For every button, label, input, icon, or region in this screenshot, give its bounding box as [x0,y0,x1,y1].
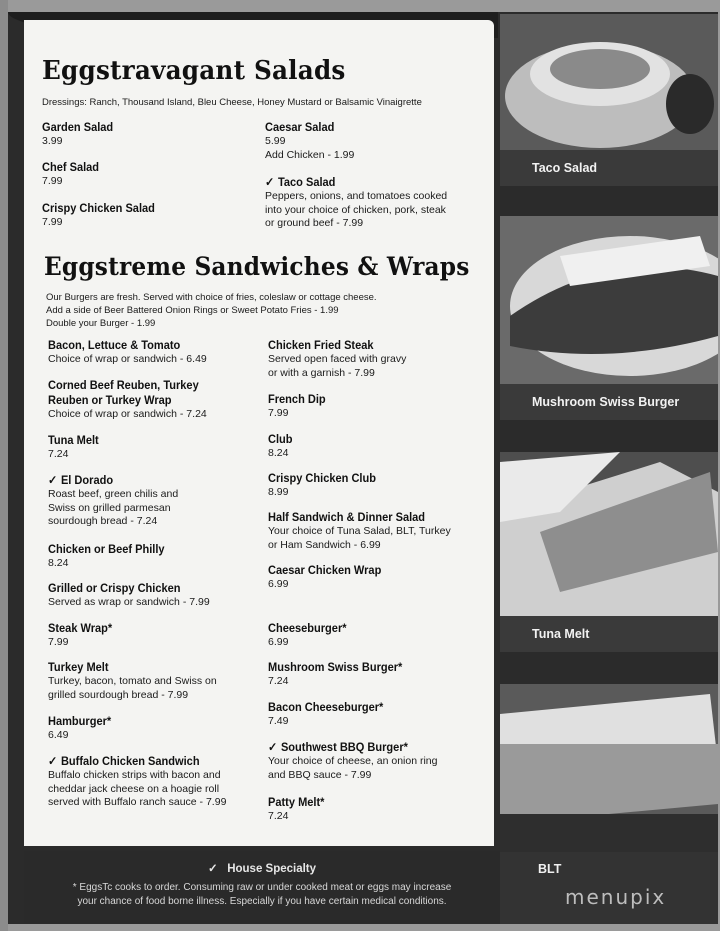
menu-item [268,432,295,461]
item-desc-line: served with Buffalo ranch sauce - 7.99 [48,796,227,808]
house-specialty-check-icon: ✓ [268,740,278,754]
item-desc-line: 7.99 [48,636,69,648]
item-desc-line: or Ham Sandwich - 6.99 [268,538,381,551]
menu-item [48,338,207,367]
menu-item [268,563,391,592]
item-name: Caesar Salad [265,120,335,134]
item-desc-line: Buffalo chicken strips with bacon and [48,769,221,781]
menu-item [268,338,406,380]
item-desc-line: or ground beef - 7.99 [265,217,364,229]
item-desc-line: 7.24 [268,675,289,687]
menu-item-caesar-salad [265,120,354,162]
watermark: menupix [565,885,667,909]
item-desc-line: Your choice of cheese, an onion ring [268,755,438,767]
caption-blt: BLT [538,862,562,876]
menu-item-chef-salad [42,160,104,189]
menu-item [48,714,117,743]
item-name: Chicken or Beef Philly [48,542,165,556]
house-specialty-legend: ✓ House Specialty [207,863,317,875]
item-desc-line: and BBQ sauce - 7.99 [268,768,372,781]
menu-item [48,378,212,422]
item-desc-line: or with a garnish - 7.99 [268,366,375,379]
item-desc-line: Served as wrap or sandwich - 7.99 [48,596,210,608]
menu-item [268,795,329,824]
item-desc-line: Choice of wrap or sandwich - 6.49 [48,353,207,365]
item-price: 3.99 [42,135,63,147]
menu-item [48,754,226,810]
menu-item [48,473,178,529]
photo-mushroom-swiss-burger [500,216,718,384]
blt-image [500,684,718,852]
item-price: 7.99 [42,216,63,228]
item-name: Crispy Chicken Club [268,471,376,485]
item-name: Turkey Melt [48,660,109,674]
check-icon: ✓ [207,863,218,875]
item-name: Taco Salad [277,175,336,189]
item-name-line-2: Reuben or Turkey Wrap [48,393,172,407]
salads-title: Eggstravagant Salads [42,56,346,86]
house-specialty-check-icon: ✓ [48,754,58,768]
item-desc-line: cheddar jack cheese on a hoagie roll [48,782,220,795]
item-desc-line: grilled sourdough bread - 7.99 [48,688,189,701]
item-name: Garden Salad [42,120,114,134]
caption-tuna-melt: Tuna Melt [500,616,718,652]
caption-mushroom-swiss-burger: Mushroom Swiss Burger [500,384,718,420]
item-desc-line: 8.24 [268,447,289,459]
menu-item-taco-salad [265,175,447,231]
menu-item [268,471,385,500]
item-desc-line: into your choice of chicken, pork, steak [265,203,446,216]
item-desc-line: 7.24 [48,448,69,460]
menu-item-crispy-chicken-salad [42,201,165,230]
tuna-melt-image [500,452,718,616]
double-note: Double your Burger - 1.99 [46,318,156,329]
item-price: 5.99 [265,135,286,147]
menu-item [48,433,103,462]
item-name: Patty Melt* [268,795,325,809]
burger-image [500,216,718,384]
item-price: 7.99 [42,175,63,187]
house-specialty-check-icon: ✓ [265,175,275,189]
item-name: Bacon Cheeseburger* [268,700,384,714]
menu-item [268,621,353,650]
item-desc-line: Turkey, bacon, tomato and Swiss on [48,675,217,687]
side-note: Add a side of Beer Battered Onion Rings or Sweet Potato Fries - 1.99 [46,305,339,316]
item-desc-line: 6.49 [48,729,69,741]
item-desc-line: sourdough bread - 7.24 [48,515,158,527]
menu-item-garden-salad [42,120,119,149]
item-name: Corned Beef Reuben, Turkey [48,378,199,392]
item-desc-line: 8.24 [48,557,69,569]
item-desc-line: Roast beef, green chilis and [48,488,179,500]
burger-note: Our Burgers are fresh. Served with choice of fries, coleslaw or cottage cheese. [46,292,377,303]
item-name: Caesar Chicken Wrap [268,563,382,577]
item-name: Steak Wrap* [48,621,113,635]
sandwiches-title: Eggstreme Sandwiches & Wraps [44,252,470,281]
photo-taco-salad [500,14,718,150]
item-desc-line: 7.99 [268,407,289,419]
item-desc-line: 7.49 [268,715,289,727]
menu-item [268,740,437,782]
photo-blt [500,684,718,852]
item-desc-line: Your choice of Tuna Salad, BLT, Turkey [268,525,451,537]
item-desc-line: Swiss on grilled parmesan [48,501,171,514]
page-edge [0,0,8,931]
item-name: Buffalo Chicken Sandwich [60,754,200,768]
footer [24,851,500,923]
item-name: Cheeseburger* [268,621,347,635]
disclaimer-line-2: your chance of food borne illness. Especially if you have certain medical conditions. [77,896,447,907]
item-name: Tuna Melt [48,433,99,447]
taco-salad-image [500,14,718,150]
item-addon: Add Chicken - 1.99 [265,148,355,161]
item-name: Mushroom Swiss Burger* [268,660,403,674]
item-desc-line: 6.99 [268,578,289,590]
item-name: French Dip [268,392,326,406]
item-desc-line: 8.99 [268,486,289,498]
item-name: Chef Salad [42,160,100,174]
menu-item [48,660,217,702]
item-desc-line: Choice of wrap or sandwich - 7.24 [48,408,207,420]
menu-item [48,621,118,650]
item-desc-line: 7.24 [268,810,289,822]
dressings-note: Dressings: Ranch, Thousand Island, Bleu Cheese, Honey Mustard or Balsamic Vinaigrette [42,97,422,108]
item-name: Hamburger* [48,714,112,728]
item-name: El Dorado [60,473,114,487]
item-name: Chicken Fried Steak [268,338,374,352]
house-specialty-check-icon: ✓ [48,473,58,487]
item-desc-line: Peppers, onions, and tomatoes cooked [265,190,448,202]
menu-item [48,542,175,571]
item-desc-line: 6.99 [268,636,289,648]
item-name: Bacon, Lettuce & Tomato [48,338,181,352]
item-desc-line: Served open faced with gravy [268,353,407,365]
menu-item [268,700,393,729]
menu-item [48,581,210,610]
photo-tuna-melt [500,452,718,616]
item-name: Crispy Chicken Salad [42,201,155,215]
disclaimer-line-1: * EggsTc cooks to order. Consuming raw or under cooked meat or eggs may increase [72,882,452,893]
caption-taco-salad: Taco Salad [500,150,718,186]
item-name: Grilled or Crispy Chicken [48,581,181,595]
item-name: Club [268,432,293,446]
menu-item [268,510,451,552]
menu-item [268,392,331,421]
item-name: Half Sandwich & Dinner Salad [268,510,426,524]
item-name: Southwest BBQ Burger* [280,740,408,754]
menu-item [268,660,414,689]
